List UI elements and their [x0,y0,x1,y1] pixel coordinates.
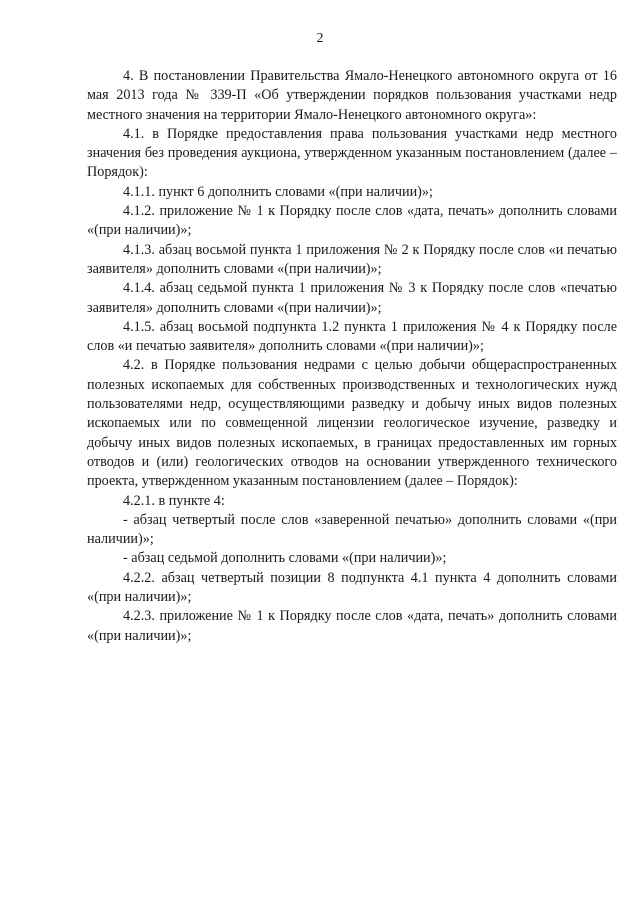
paragraph-4-2-1-item-b: - абзац седьмой дополнить словами «(при наличии)»; [123,550,447,567]
paragraph-4-2: 4.2. в Порядке пользования недрами с целью добычи общераспространенных полезных ископаемых для собственных производственных и технологических нужд пользователями недр, осуществляющими разведку и добычу иных видов полезных ископаемых или по совмещенной лицензии геологическое изучение, разведку и добычу иных видов полезных ископаемых, в границах предоставленных им горных отводов и (или) геологических отводов на основании утвержденного технического проекта, утвержденном указанным постановлением (далее – Порядок): [87,357,617,490]
paragraph-4-2-1-item-a: - абзац четвертый после слов «заверенной печатью» дополнить словами «(при наличии)»; [87,511,617,548]
paragraph-4-2-1: 4.2.1. в пункте 4: [123,492,225,509]
paragraph-4-1: 4.1. в Порядке предоставления права пользования участками недр местного значения без проведения аукциона, утвержденном указанным постановлением (далее – Порядок): [87,125,617,181]
paragraph-4-1-3: 4.1.3. абзац восьмой пункта 1 приложения № 2 к Порядку после слов «и печатью заявителя» дополнить словами «(при наличии)»; [87,241,617,277]
document-body [87,67,617,646]
paragraph-4: 4. В постановлении Правительства Ямало-Ненецкого автономного округа от 16 мая 2013 года № 339-П «Об утверждении порядков пользования участками недр местного значения на территории Ямало-Ненецкого автономного округа»: [87,68,617,123]
page-number: 2 [316,31,324,46]
paragraph-4-1-2: 4.1.2. приложение № 1 к Порядку после слов «дата, печать» дополнить словами «(при наличии)»; [87,203,617,239]
paragraph-4-1-1: 4.1.1. пункт 6 дополнить словами «(при наличии)»; [123,183,433,200]
paragraph-4-1-5: 4.1.5. абзац восьмой подпункта 1.2 пункта 1 приложения № 4 к Порядку после слов «и печатью заявителя» дополнить словами «(при наличии)»; [87,318,617,355]
paragraph-4-2-2: 4.2.2. абзац четвертый позиции 8 подпункта 4.1 пункта 4 дополнить словами «(при наличии)»; [87,569,617,606]
paragraph-4-2-3: 4.2.3. приложение № 1 к Порядку после слов «дата, печать» дополнить словами «(при наличии)»; [87,608,617,644]
paragraph-4-1-4: 4.1.4. абзац седьмой пункта 1 приложения № 3 к Порядку после слов «печатью заявителя» дополнить словами «(при наличии)»; [87,280,617,316]
